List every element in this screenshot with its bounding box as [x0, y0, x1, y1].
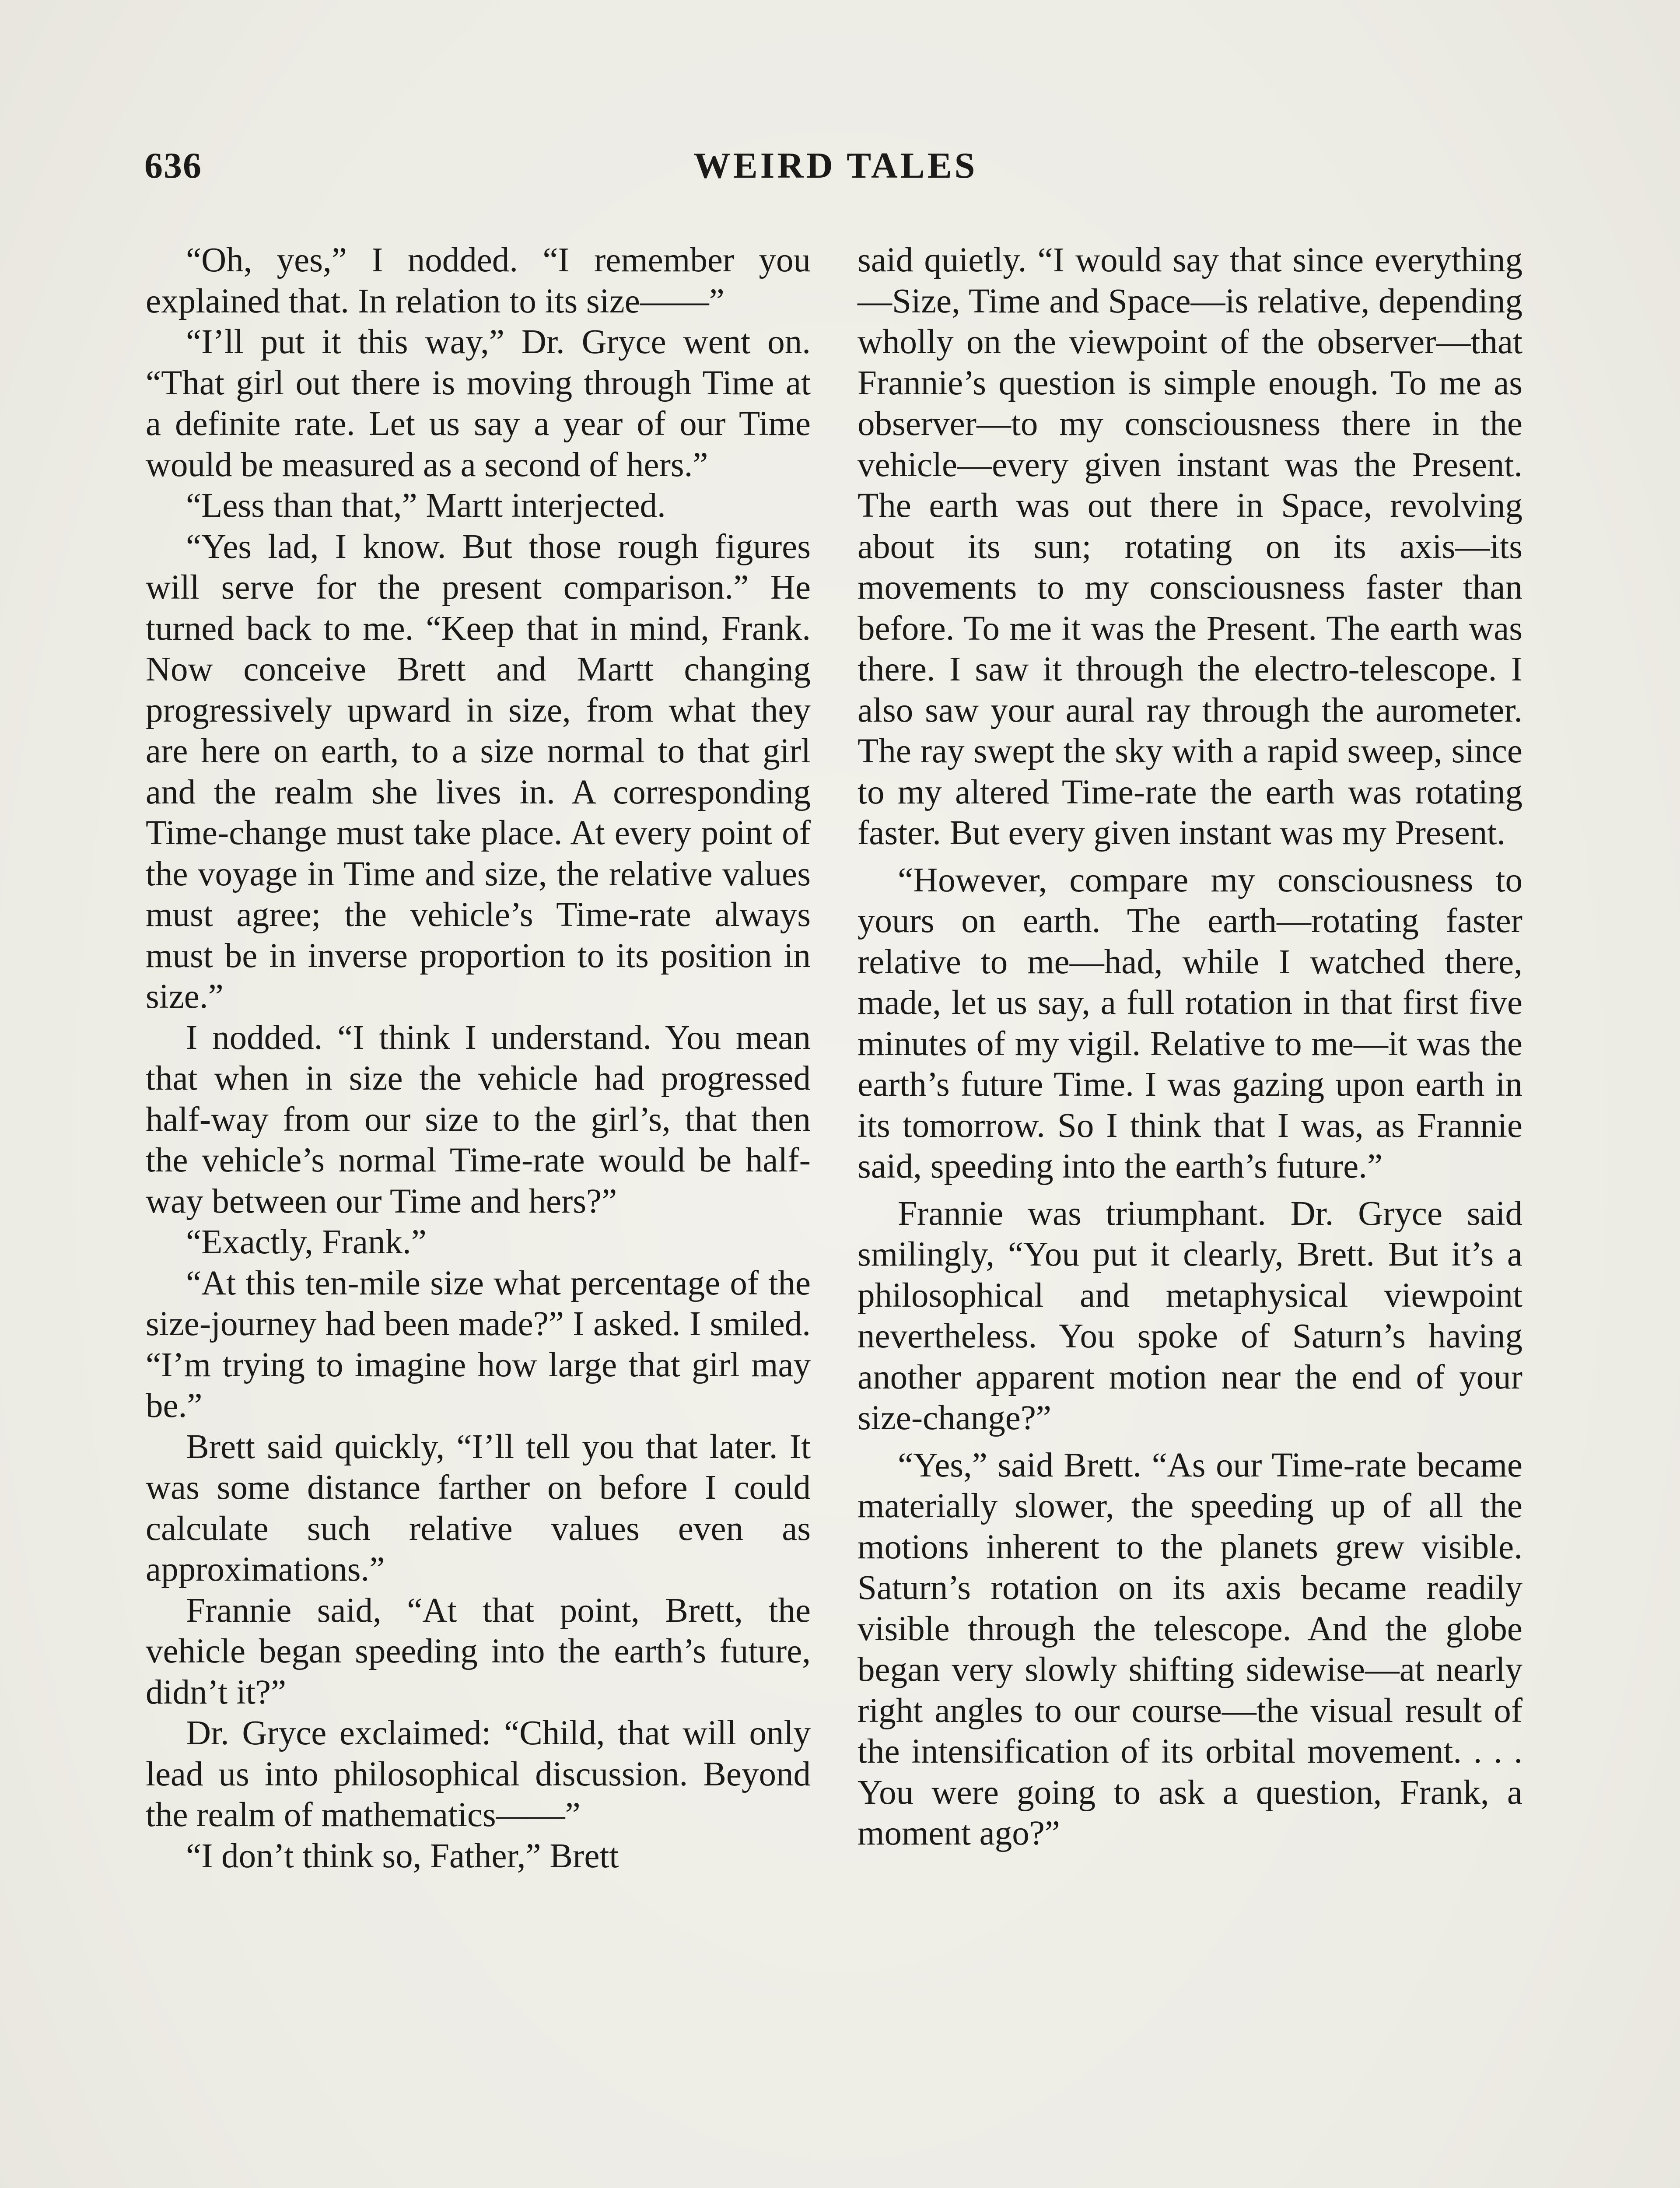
paragraph: Frannie was triumphant. Dr. Gryce said smilingly, “You put it clearly, Brett. But it’s a philosophical and metaphysical viewpoint nevertheless. You spoke of Saturn’s having another apparent motion near the end of your size-change?”: [858, 1194, 1522, 1437]
paragraph: “Yes lad, I know. But those rough figures will serve for the present comparison.” He turned back to me. “Keep that in mind, Frank. Now conceive Brett and Martt changing progressively upward in size, from what they are here on earth, to a size normal to that girl and the realm she lives in. A corresponding Time-change must take place. At every point of the voyage in Time and size, the relative values must agree; the vehicle’s Time-rate always must be in inverse proportion to its position in size.”: [146, 527, 811, 1016]
left-column: [146, 240, 811, 1876]
paragraph: Dr. Gryce exclaimed: “Child, that will only lead us into philosophical discussion. Beyond the realm of mathematics——”: [146, 1714, 811, 1834]
right-column: [858, 240, 1522, 1854]
paragraph: “Less than that,” Martt interjected.: [186, 487, 666, 525]
paragraph: “I don’t think so, Father,” Brett: [186, 1837, 619, 1875]
paragraph: “Exactly, Frank.”: [186, 1223, 427, 1261]
paragraph: “Yes,” said Brett. “As our Time-rate became materially slower, the speeding up of all the motions inherent to the planets grew visible. Saturn’s rotation on its axis became readily visible through the telescope. And the globe began very slowly shifting sidewise—at nearly right angles to our course—the visual result of the intensification of its orbital movement. . . . You were going to ask a question, Frank, a moment ago?”: [858, 1446, 1522, 1852]
paragraph: “Oh, yes,” I nodded. “I remember you explained that. In relation to its size——”: [146, 241, 811, 320]
paragraph: said quietly. “I would say that since everything—Size, Time and Space—is relative, depending wholly on the viewpoint of the observer—that Frannie’s question is simple enough. To me as observer—to my consciousness there in the vehicle—every given instant was the Present. The earth was out there in Space, revolving about its sun; rotating on its axis—its movements to my consciousness faster than before. To me it was the Present. The earth was there. I saw it through the electro-telescope. I also saw your aural ray through the aurometer. The ray swept the sky with a rapid sweep, since to my altered Time-rate the earth was rotating faster. But every given instant was my Present.: [858, 241, 1522, 852]
paragraph: “I’ll put it this way,” Dr. Gryce went on. “That girl out there is moving through Time at a definite rate. Let us say a year of our Time would be measured as a second of hers.”: [146, 323, 811, 484]
running-title: WEIRD TALES: [693, 145, 978, 186]
paragraph: “At this ten-mile size what percentage of the size-journey had been made?” I asked. I smiled. “I’m trying to imagine how large that girl may be.”: [146, 1264, 811, 1425]
page-number: 636: [144, 145, 202, 186]
paragraph: Brett said quickly, “I’ll tell you that later. It was some distance farther on before I could calculate such relative values even as approximations.”: [146, 1427, 811, 1588]
paragraph: Frannie said, “At that point, Brett, the vehicle began speeding into the earth’s future, didn’t it?”: [146, 1591, 811, 1711]
paragraph: “However, compare my consciousness to yours on earth. The earth—rotating faster relative to me—had, while I watched there, made, let us say, a full rotation in that first five minutes of my vigil. Relative to me—it was the earth’s future Time. I was gazing upon earth in its tomorrow. So I think that I was, as Frannie said, speeding into the earth’s future.”: [858, 861, 1522, 1185]
page-header: [144, 144, 1527, 197]
paragraph: I nodded. “I think I understand. You mean that when in size the vehicle had progressed half-way from our size to the girl’s, that then the vehicle’s normal Time-rate would be half-way between our Time and hers?”: [146, 1018, 811, 1220]
